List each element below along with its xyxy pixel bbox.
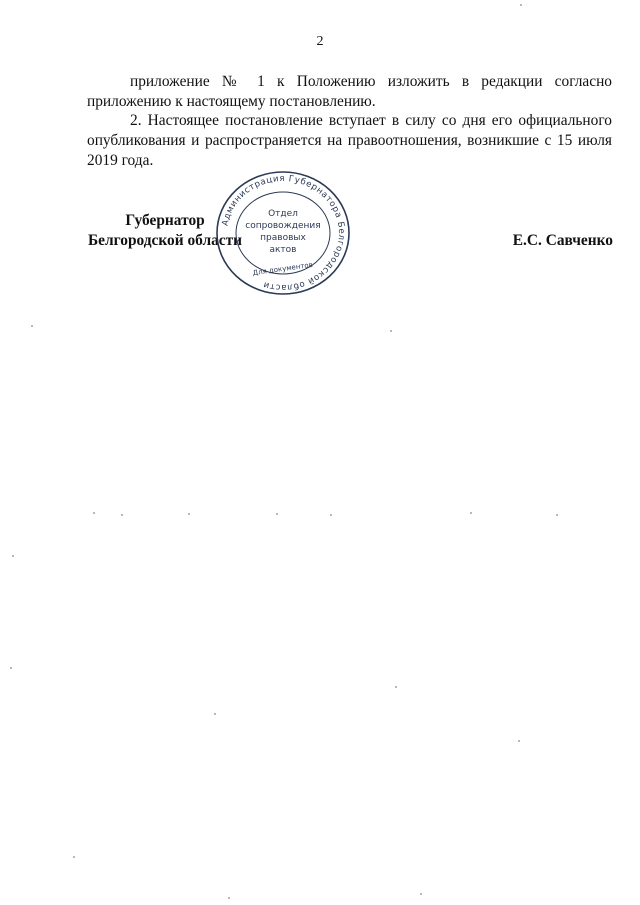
body-paragraph-1: приложение № 1 к Положению изложить в редакции согласно приложению к настоящему постановлению. <box>87 73 612 110</box>
stamp-bottom-text: Для документов <box>252 260 314 278</box>
signatory-name: Е.С. Савченко <box>512 232 613 249</box>
stamp-line-1: Отдел <box>268 209 298 219</box>
body-paragraph-2: 2. Настоящее постановление вступает в силу со дня его официального опубликования и распространяется на правоотношения, возникшие с 15 июля 2019 года. <box>87 112 612 169</box>
page-number: 2 <box>316 34 324 49</box>
stamp-seal-graphic <box>208 168 358 298</box>
stamp-line-4: актов <box>269 245 297 255</box>
stamp-line-3: правовых <box>260 233 306 243</box>
signatory-position-line-2: Белгородской области <box>88 232 243 249</box>
signatory-position-line-1: Губернатор <box>125 212 205 229</box>
official-stamp <box>208 168 358 298</box>
stamp-line-2: сопровождения <box>245 221 321 231</box>
stamp-ring-text: Администрация Губернатора Белгородской области <box>220 173 347 293</box>
